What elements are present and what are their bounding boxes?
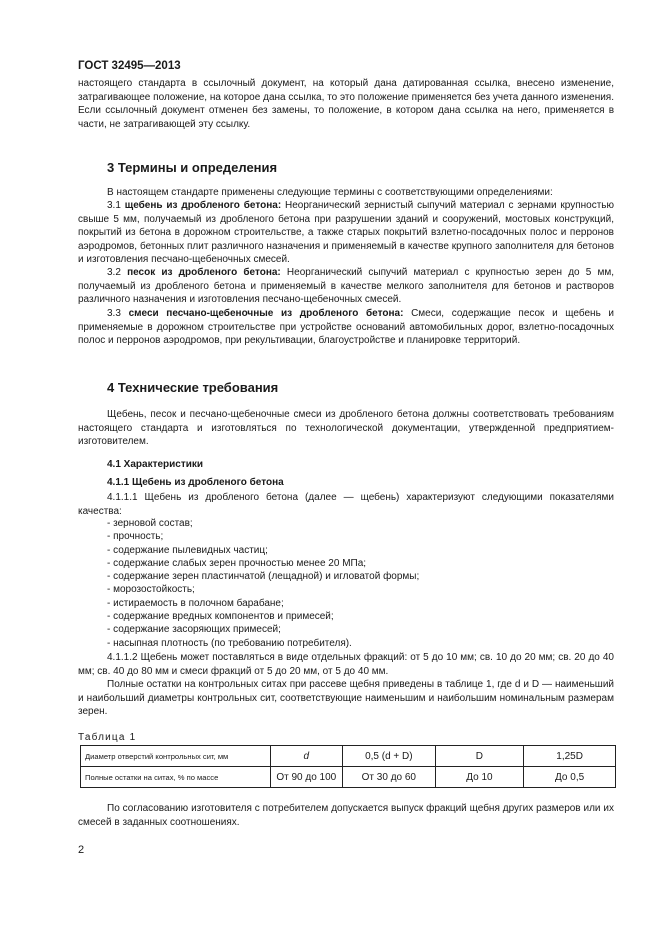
- term-3-1: [78, 199, 614, 267]
- table-row: [81, 767, 616, 788]
- term-name: щебень из дробленого бетона:: [124, 200, 282, 211]
- list-item: - содержание пылевидных частиц;: [107, 544, 268, 556]
- table-cell: От 30 до 60: [343, 767, 435, 788]
- table-cell: D: [435, 746, 524, 767]
- sieve-residue-paragraph: Полные остатки на контрольных ситах при рассеве щебня приведены в таблице 1, где d и D — наименьший и наибольший диаметры контрольных сит, соответствующие наименьшим и наибольшим номинальным размерам зерен.: [78, 679, 614, 718]
- list-item: - морозостойкость;: [107, 584, 195, 596]
- table-cell: Полные остатки на ситах, % по массе: [81, 767, 271, 788]
- intro-paragraph: настоящего стандарта в ссылочный документ, на который дана датированная ссылка, внесено изменение, затрагивающее положение, на которое дана ссылка, то это положение применяется без учета данного изменения. Если ссылочный документ отменен без замены, то положение, в котором дана ссылка на него, применяется в части, не затрагивающей эту ссылку.: [78, 78, 614, 130]
- paragraph-4-1-1-1: 4.1.1.1 Щебень из дробленого бетона (далее — щебень) характеризуют следующими показателями качества:: [78, 492, 614, 517]
- list-item: - содержание зерен пластинчатой (лещадной) и игловатой формы;: [107, 571, 420, 583]
- table-row: [81, 746, 616, 767]
- quality-indicators-list: [107, 517, 419, 650]
- document-code-header: ГОСТ 32495—2013: [78, 60, 181, 72]
- section-4-title: 4 Технические требования: [107, 380, 279, 395]
- section-3-title: 3 Термины и определения: [107, 160, 278, 175]
- list-item: - насыпная плотность (по требованию потребителя).: [107, 637, 352, 649]
- subsection-4-1-title: 4.1 Характеристики: [107, 459, 204, 470]
- closing-paragraph: По согласованию изготовителя с потребителем допускается выпуск фракций щебня других размеров или их смесей в заданных соотношениях.: [78, 803, 614, 828]
- table-cell: 1,25D: [524, 746, 616, 767]
- term-definition: Смеси, содержащие песок и щебень и применяемые в дорожном строительстве при устройстве оснований автомобильных дорог, взлетно-посадочных полос и перронов аэродромов, при рекультивации, благоустройстве и планировке территорий.: [78, 308, 615, 347]
- list-item: - содержание слабых зерен прочностью менее 20 МПа;: [107, 557, 367, 569]
- table-cell: Диаметр отверстий контрольных сит, мм: [81, 746, 271, 767]
- list-item: - содержание засоряющих примесей;: [107, 624, 281, 636]
- list-item: - зерновой состав;: [107, 518, 193, 529]
- table-1: [80, 745, 616, 788]
- table-1-caption: Таблица 1: [78, 732, 137, 743]
- table-cell: До 10: [435, 767, 524, 788]
- paragraph-4-1-1-2: 4.1.1.2 Щебень может поставляться в виде отдельных фракций: от 5 до 10 мм; св. 10 до 20 мм; св. 20 до 40 мм; св. 40 до 80 мм и смеси фракций от 5 до 20 мм, от 5 до 40 мм.: [78, 652, 614, 677]
- term-number: 3.3: [107, 308, 121, 319]
- table-cell: До 0,5: [524, 767, 616, 788]
- list-item: - истираемость в полочном барабане;: [107, 597, 284, 609]
- list-item: - прочность;: [107, 531, 164, 543]
- term-3-3: [78, 307, 614, 348]
- page-number: 2: [78, 844, 85, 856]
- term-number: 3.2: [107, 267, 121, 278]
- section-3-lead: В настоящем стандарте применены следующие термины с соответствующими определениями:: [107, 187, 553, 198]
- term-definition: Неорганический сыпучий материал с крупностью зерен до 5 мм, получаемый из дробленого бетона и применяемый в качестве мелкого заполнителя для бетонов и растворов различного назначения и изготовления песчано-щебеночных смесей.: [78, 267, 615, 306]
- table-cell: 0,5 (d + D): [343, 746, 435, 767]
- term-name: песок из дробленого бетона:: [127, 267, 281, 278]
- table-cell: d: [270, 746, 343, 767]
- list-item: - содержание вредных компонентов и примесей;: [107, 611, 334, 623]
- term-name: смеси песчано-щебеночные из дробленого бетона:: [128, 308, 404, 319]
- subsection-4-1-1-title: 4.1.1 Щебень из дробленого бетона: [107, 477, 284, 488]
- table-cell: От 90 до 100: [270, 767, 343, 788]
- section-4-lead: Щебень, песок и песчано-щебеночные смеси из дробленого бетона должны соответствовать требованиям настоящего стандарта и изготовляться по технологической документации, утвержденной предприятием-изготовителем.: [78, 409, 614, 448]
- term-3-2: [78, 266, 614, 307]
- term-number: 3.1: [107, 200, 121, 211]
- term-definition: Неорганический зернистый сыпучий материал с зернами крупностью свыше 5 мм, получаемый из дробленого бетона при разрушении зданий и сооружений, мостовых конструкций, покрытий из бетона в дорожном строительстве, а также старых покрытий взлетно-посадочных полос и перронов аэродромов, бетонных плит различного назначения и применяемый в качестве крупного заполнителя для бетонов и изготовления песчано-щебеночных смесей.: [78, 200, 614, 266]
